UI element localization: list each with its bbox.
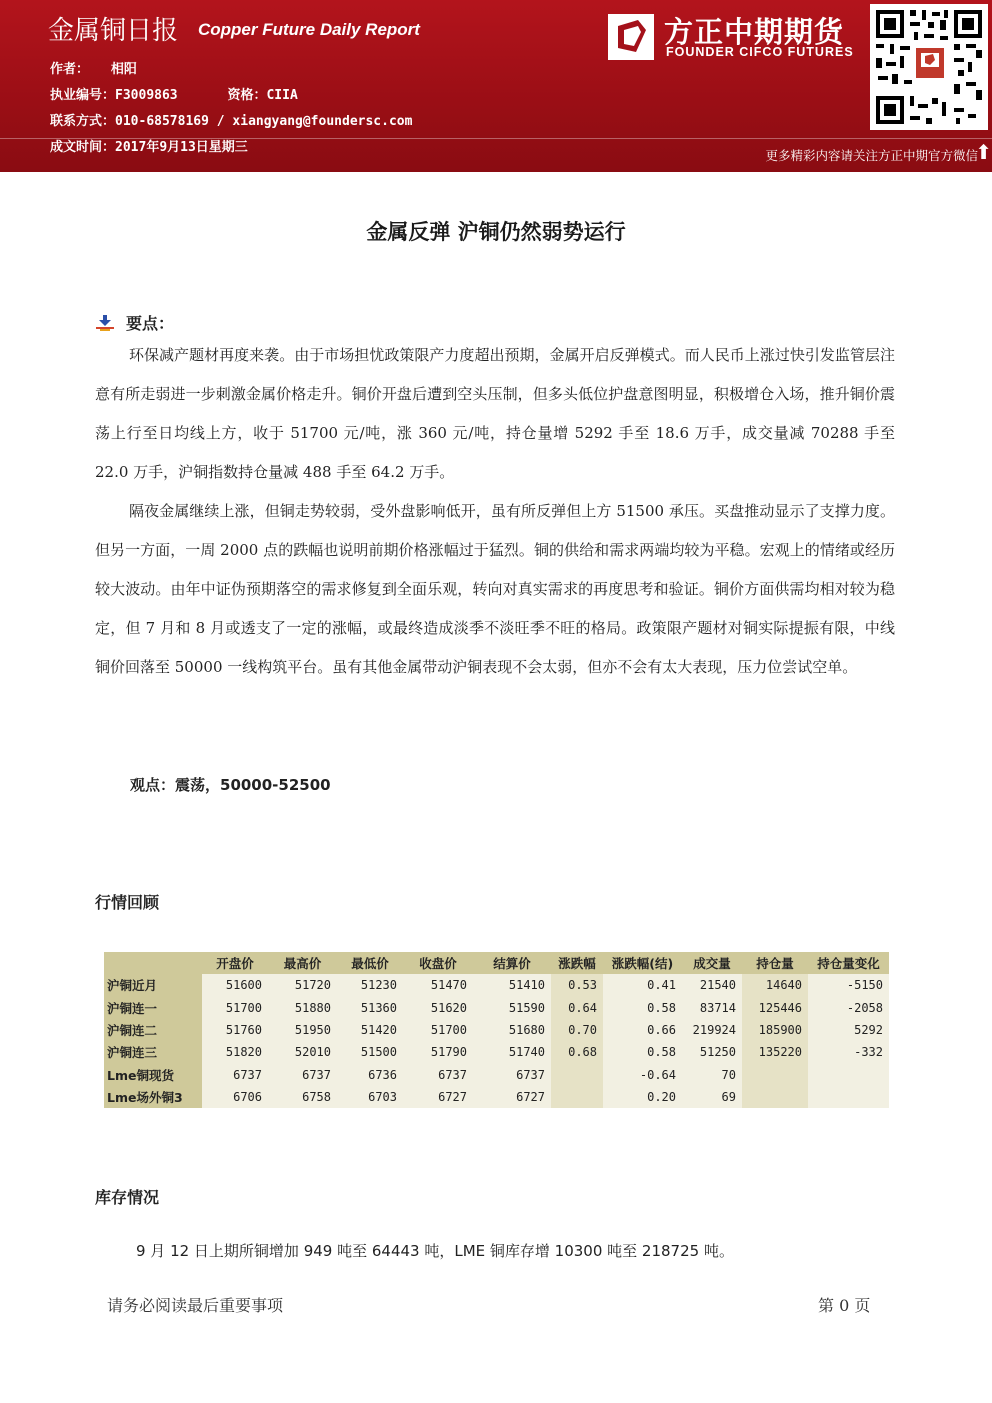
column-header: 持仓量变化 <box>808 952 889 974</box>
table-cell: 0.20 <box>603 1086 682 1108</box>
table-cell: 0.58 <box>603 996 682 1018</box>
row-label: Lme铜现货 <box>104 1064 202 1086</box>
market-review-heading: 行情回顾 <box>95 893 160 912</box>
table-cell: 6737 <box>268 1064 337 1086</box>
brand-name-cn: 方正中期期货 <box>664 15 845 49</box>
keypoints-paragraph-2: 隔夜金属继续上涨，但铜走势较弱，受外盘影响低开，虽有所反弹但上方 51500 承压。买盘推动显示了支撑力度。但另一方面，一周 2000 点的跌幅也说明前期价格涨幅过于猛烈。铜的供给和需求两端均较为平稳。宏观上的情绪或经历较大波动。由年中证伪预期落空的需求修复到全面乐观，转向对真实需求的再度思考和验证。铜价方面供需均相对较为稳定，但 7 月和 8 月或透支了一定的涨幅，或最终造成淡季不淡旺季不旺的格局。政策限产题材对铜实际提振有限，中线铜价回落至 50000 一线构筑平台。虽有其他金属带动沪铜表现不会太弱，但亦不会有太大表现，压力位尝试空单。 <box>95 502 895 676</box>
table-header-row <box>104 952 889 974</box>
table-cell: 51420 <box>337 1019 403 1041</box>
table-cell: 52010 <box>268 1041 337 1063</box>
table-cell <box>551 1064 603 1086</box>
table-cell: 0.64 <box>551 996 603 1018</box>
table-cell: 51740 <box>473 1041 551 1063</box>
column-header <box>104 952 202 974</box>
table-cell: 51720 <box>268 974 337 996</box>
follow-wechat-text: 更多精彩内容请关注方正中期官方微信 <box>765 148 978 163</box>
row-label: 沪铜连二 <box>104 1019 202 1041</box>
table-cell: 69 <box>682 1086 742 1108</box>
table-cell: 0.41 <box>603 974 682 996</box>
row-label: Lme场外铜3 <box>104 1086 202 1108</box>
table-cell: 51250 <box>682 1041 742 1063</box>
table-cell: 51230 <box>337 974 403 996</box>
brand <box>608 12 863 64</box>
table-cell: 6737 <box>473 1064 551 1086</box>
table-cell: 135220 <box>742 1041 808 1063</box>
row-label: 沪铜连一 <box>104 996 202 1018</box>
license-label: 执业编号： <box>50 88 116 103</box>
table-cell: 51790 <box>403 1041 473 1063</box>
viewpoint: 观点：震荡，50000-52500 <box>130 776 331 794</box>
table-row <box>104 1064 889 1086</box>
table-cell: 6737 <box>403 1064 473 1086</box>
report-date: 2017年9月13日星期三 <box>115 140 248 155</box>
brand-name-en: FOUNDER CIFCO FUTURES <box>666 45 854 59</box>
table-cell: 6706 <box>202 1086 268 1108</box>
contact-value[interactable]: 010-68578169 / xiangyang@foundersc.com <box>115 114 413 129</box>
table-cell <box>551 1086 603 1108</box>
table-cell: 51600 <box>202 974 268 996</box>
table-cell <box>742 1086 808 1108</box>
table-row <box>104 1019 889 1041</box>
table-cell: 51620 <box>403 996 473 1018</box>
market-table <box>104 952 889 1108</box>
report-title-en: Copper Future Daily Report <box>198 20 420 39</box>
table-row <box>104 996 889 1018</box>
table-cell: -2058 <box>808 996 889 1018</box>
author-line <box>50 58 137 77</box>
table-row <box>104 974 889 996</box>
table-cell: 6737 <box>202 1064 268 1086</box>
table-cell: 219924 <box>682 1019 742 1041</box>
table-cell: 0.68 <box>551 1041 603 1063</box>
column-header: 最低价 <box>337 952 403 974</box>
page-number: 第 0 页 <box>818 1296 871 1315</box>
license-line <box>50 84 298 103</box>
founder-logo-icon <box>608 14 654 60</box>
table-cell: 21540 <box>682 974 742 996</box>
table-cell: 5292 <box>808 1019 889 1041</box>
table-cell: -332 <box>808 1041 889 1063</box>
column-header: 结算价 <box>473 952 551 974</box>
arrow-up-icon: ⬆ <box>975 140 992 164</box>
row-label: 沪铜近月 <box>104 974 202 996</box>
table-cell: 51500 <box>337 1041 403 1063</box>
license-number: F3009863 <box>115 88 178 103</box>
table-cell <box>808 1064 889 1086</box>
article-title: 金属反弹 沪铜仍然弱势运行 <box>366 220 626 244</box>
qualification-value: CIIA <box>266 88 298 103</box>
table-cell <box>808 1086 889 1108</box>
table-cell: 83714 <box>682 996 742 1018</box>
table-cell: 6727 <box>403 1086 473 1108</box>
table-cell: 51410 <box>473 974 551 996</box>
table-cell: 0.58 <box>603 1041 682 1063</box>
table-cell: -5150 <box>808 974 889 996</box>
keypoints-heading <box>96 311 174 334</box>
table-cell <box>742 1064 808 1086</box>
qr-code-icon <box>870 4 988 130</box>
table-cell: 185900 <box>742 1019 808 1041</box>
keypoints-heading-text: 要点： <box>126 314 175 333</box>
table-cell: 14640 <box>742 974 808 996</box>
table-cell: 51470 <box>403 974 473 996</box>
table-cell: 6703 <box>337 1086 403 1108</box>
report-title-cn: 金属铜日报 <box>48 16 179 46</box>
contact-line <box>50 110 412 129</box>
table-cell: 6727 <box>473 1086 551 1108</box>
table-cell: 51680 <box>473 1019 551 1041</box>
column-header: 涨跌幅(结) <box>603 952 682 974</box>
header-divider <box>0 138 992 139</box>
column-header: 收盘价 <box>403 952 473 974</box>
table-cell: 51590 <box>473 996 551 1018</box>
row-label: 沪铜连三 <box>104 1041 202 1063</box>
table-cell: 51760 <box>202 1019 268 1041</box>
table-cell: 6758 <box>268 1086 337 1108</box>
date-label: 成文时间： <box>50 140 116 155</box>
table-row <box>104 1041 889 1063</box>
table-cell: 0.53 <box>551 974 603 996</box>
table-cell: 51880 <box>268 996 337 1018</box>
table-cell: 0.70 <box>551 1019 603 1041</box>
table-cell: 70 <box>682 1064 742 1086</box>
qualification-label: 资格： <box>227 88 267 103</box>
inventory-heading: 库存情况 <box>95 1188 160 1207</box>
footer-disclaimer: 请务必阅读最后重要事项 <box>107 1296 284 1315</box>
bullet-arrow-icon <box>96 315 114 331</box>
table-cell: 51360 <box>337 996 403 1018</box>
report-header <box>0 0 992 172</box>
table-cell: -0.64 <box>603 1064 682 1086</box>
column-header: 最高价 <box>268 952 337 974</box>
table-cell: 6736 <box>337 1064 403 1086</box>
column-header: 开盘价 <box>202 952 268 974</box>
wechat-qr-code <box>870 4 988 130</box>
table-cell: 51950 <box>268 1019 337 1041</box>
column-header: 涨跌幅 <box>551 952 603 974</box>
table-cell: 0.66 <box>603 1019 682 1041</box>
table-cell: 125446 <box>742 996 808 1018</box>
author-name: 相阳 <box>110 62 137 77</box>
table-cell: 51700 <box>403 1019 473 1041</box>
table-cell: 51700 <box>202 996 268 1018</box>
table-row <box>104 1086 889 1108</box>
inventory-text: 9 月 12 日上期所铜增加 949 吨至 64443 吨，LME 铜库存增 10300 吨至 218725 吨。 <box>136 1242 734 1260</box>
keypoints-paragraph-1: 环保减产题材再度来袭。由于市场担忧政策限产力度超出预期，金属开启反弹模式。而人民币上涨过快引发监管层注意有所走弱进一步刺激金属价格走升。铜价开盘后遭到空头压制，但多头低位护盘意图明显，积极增仓入场，推升铜价震荡上行至日均线上方，收于 51700 元/吨，涨 360 元/吨，持仓量增 5292 手至 18.6 万手，成交量减 70288 手至 22.0 万手，沪铜指数持仓量减 488 手至 64.2 万手。 <box>95 346 895 481</box>
column-header: 成交量 <box>682 952 742 974</box>
contact-label: 联系方式： <box>50 114 116 129</box>
column-header: 持仓量 <box>742 952 808 974</box>
table-cell: 51820 <box>202 1041 268 1063</box>
author-label: 作者： <box>50 62 90 77</box>
